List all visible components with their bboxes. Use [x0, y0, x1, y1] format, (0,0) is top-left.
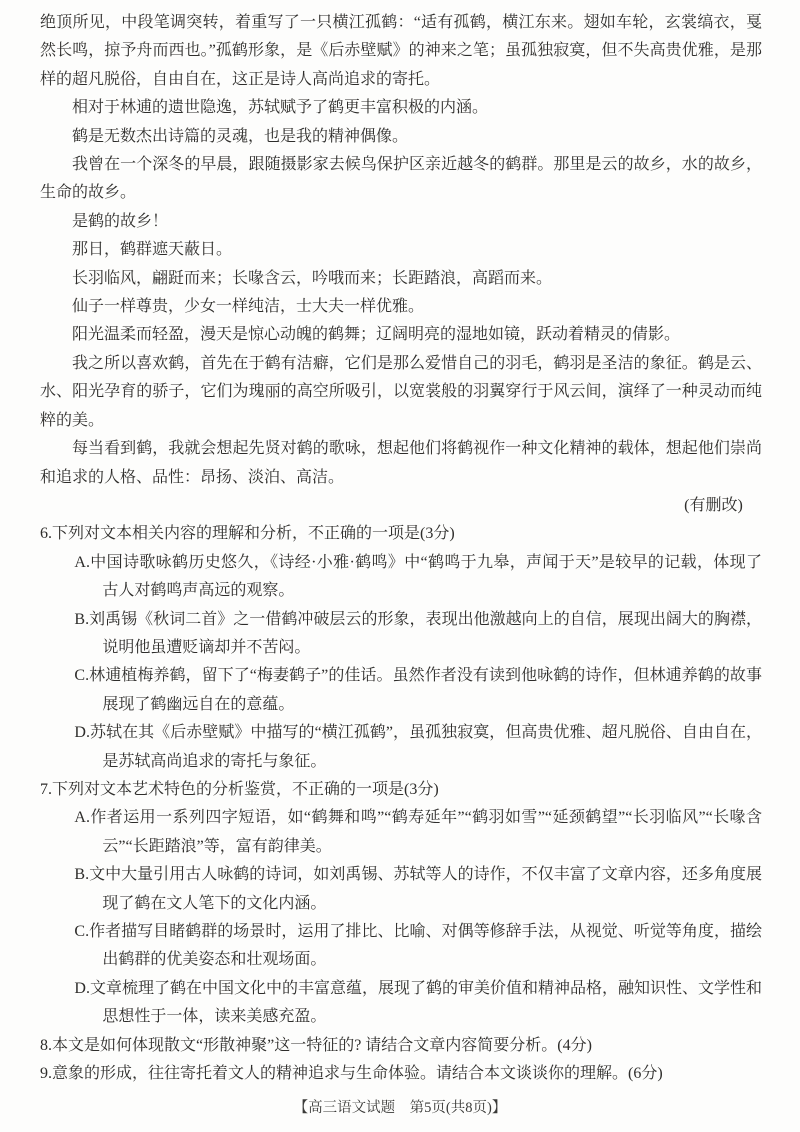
question-8-stem: 8.本文是如何体现散文“形散神聚”这一特征的? 请结合文章内容简要分析。(4分) [40, 1036, 592, 1054]
passage [40, 9, 762, 520]
passage-paragraph: 我之所以喜欢鹤，首先在于鹤有洁癖，它们是那么爱惜自己的羽毛，鹤羽是圣洁的象征。鹤是云、水、阳光孕育的骄子，它们为瑰丽的高空所吸引，以宽裳般的羽翼穿行于风云间，演绎了一种灵动而纯粹的美。 [40, 354, 762, 429]
passage-paragraph: 仙子一样尊贵，少女一样纯洁，士大夫一样优雅。 [72, 298, 425, 316]
page-footer-text: 【高三语文试题 第5页(共8页)】 [293, 1100, 507, 1116]
passage-paragraph: 绝顶所见，中段笔调突转，着重写了一只横江孤鹤：“适有孤鹤，横江东来。翅如车轮，玄裳缟衣，戛然长鸣，掠予舟而西也。”孤鹤形象，是《后赤壁赋》的神来之笔；虽孤独寂寞，但不失高贵优雅，是那样的超凡脱俗，自由自在，这正是诗人高尚追求的寄托。 [40, 14, 762, 88]
passage-paragraph: 长羽临风，翩跹而来；长喙含云，吟哦而来；长距踏浪，高蹈而来。 [72, 269, 553, 287]
question-7 [40, 776, 762, 1032]
question-6-stem: 6.下列对文本相关内容的理解和分析，不正确的一项是(3分) [40, 525, 455, 543]
passage-paragraph: 是鹤的故乡！ [72, 212, 169, 230]
passage-paragraph: 我曾在一个深冬的早晨，跟随摄影家去候鸟保护区亲近越冬的鹤群。那里是云的故乡，水的故乡，生命的故乡。 [40, 156, 762, 202]
question-9 [40, 1060, 762, 1088]
question-7-option-c: C.作者描写目睹鹤群的场景时，运用了排比、比喻、对偶等修辞手法，从视觉、听觉等角度，描绘出鹤群的优美姿态和壮观场面。 [74, 923, 762, 969]
question-7-option-a: A.作者运用一系列四字短语，如“鹤舞和鸣”“鹤寿延年”“鹤羽如雪”“延颈鹤望”“长羽临风”“长喙含云”“长距踏浪”等，富有韵律美。 [74, 809, 762, 855]
page-footer [0, 1098, 800, 1118]
passage-paragraph: 每当看到鹤，我就会想起先贤对鹤的歌咏，想起他们将鹤视作一种文化精神的载体，想起他们崇尚和追求的人格、品性：昂扬、淡泊、高洁。 [40, 440, 762, 486]
question-6-option-c: C.林逋植梅养鹤，留下了“梅妻鹤子”的佳话。虽然作者没有读到他咏鹤的诗作，但林逋养鹤的故事展现了鹤幽远自在的意蕴。 [74, 667, 762, 713]
question-6-option-d: D.苏轼在其《后赤壁赋》中描写的“横江孤鹤”，虽孤独寂寞，但高贵优雅、超凡脱俗、自由自在，是苏轼高尚追求的寄托与象征。 [74, 724, 762, 770]
question-6-option-a: A.中国诗歌咏鹤历史悠久，《诗经·小雅·鹤鸣》中“鹤鸣于九皋，声闻于天”是较早的记载，体现了古人对鹤鸣声高远的观察。 [74, 553, 762, 600]
passage-paragraph: 相对于林逋的遗世隐逸，苏轼赋予了鹤更丰富积极的内涵。 [72, 99, 489, 117]
question-8 [40, 1032, 762, 1060]
question-6 [40, 520, 762, 776]
passage-paragraph: 阳光温柔而轻盈，漫天是惊心动魄的鹤舞；辽阔明亮的湿地如镜，跃动着精灵的倩影。 [72, 326, 681, 344]
passage-paragraph: 那日，鹤群遮天蔽日。 [72, 241, 233, 259]
question-7-option-d: D.文章梳理了鹤在中国文化中的丰富意蕴，展现了鹤的审美价值和精神品格，融知识性、文学性和思想性于一体，读来美感充盈。 [74, 979, 762, 1026]
passage-paragraph: 鹤是无数杰出诗篇的灵魂，也是我的精神偶像。 [72, 127, 409, 145]
question-6-option-b: B.刘禹锡《秋词二首》之一借鹤冲破层云的形象，表现出他激越向上的自信，展现出阔大的胸襟，说明他虽遭贬谪却并不苦闷。 [74, 610, 762, 656]
passage-edit-note: (有删改) [684, 496, 743, 514]
questions-section [40, 520, 762, 1088]
question-9-stem: 9.意象的形成，往往寄托着文人的精神追求与生命体验。请结合本文谈谈你的理解。(6分) [40, 1065, 663, 1083]
question-7-stem: 7.下列对文本艺术特色的分析鉴赏，不正确的一项是(3分) [40, 780, 439, 798]
question-7-option-b: B.文中大量引用古人咏鹤的诗词，如刘禹锡、苏轼等人的诗作，不仅丰富了文章内容，还多角度展现了鹤在文人笔下的文化内涵。 [74, 866, 762, 912]
